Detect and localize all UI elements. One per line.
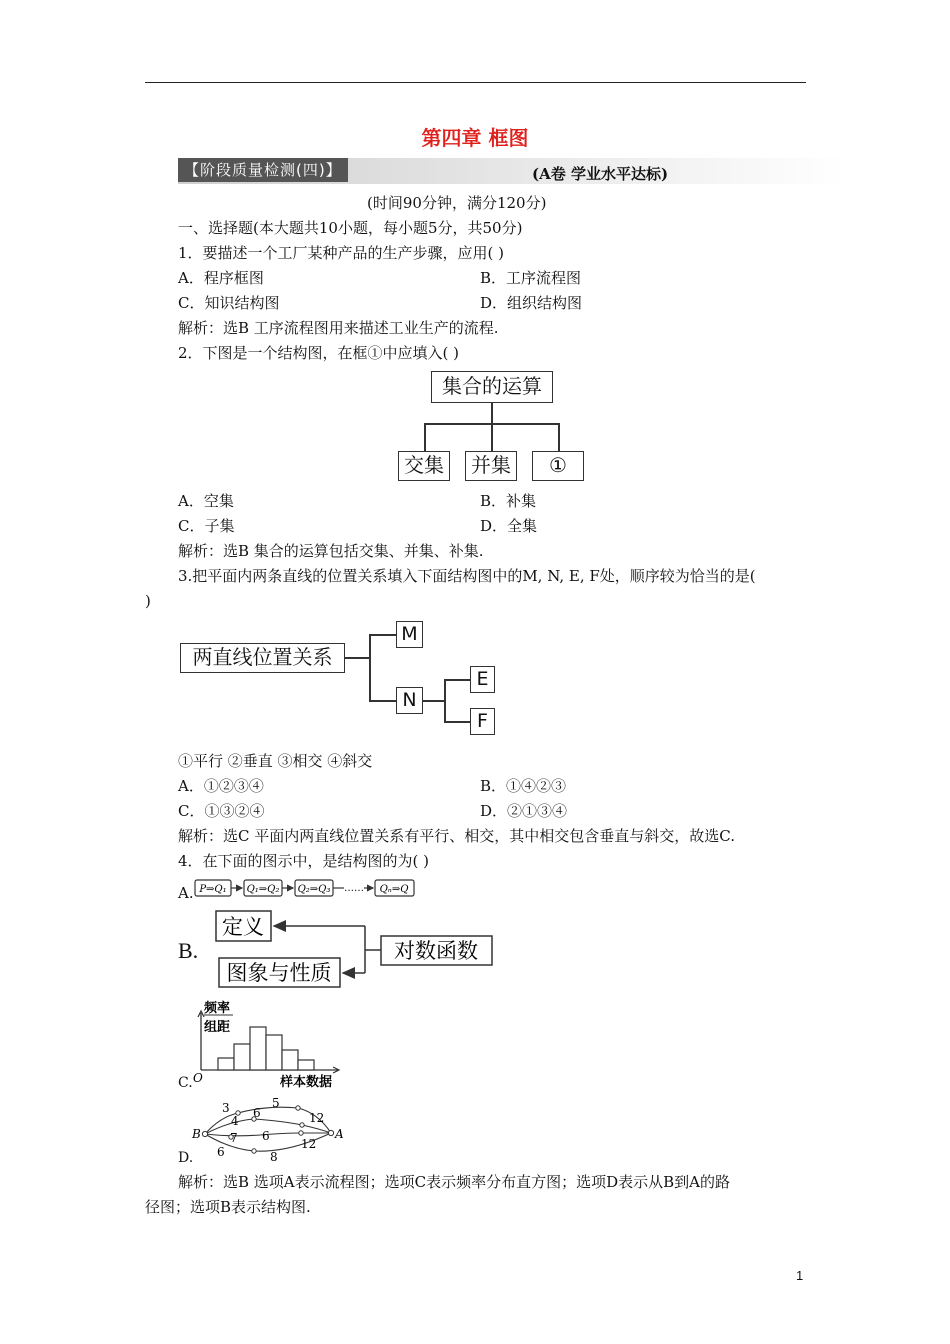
q4-option-c-histogram <box>190 998 342 1090</box>
flow-box-label: P⇒Q₁ <box>199 884 227 895</box>
c-ylabel-bottom: 组距 <box>204 1020 231 1035</box>
top-rule <box>145 82 806 83</box>
q1-option-d: D．组织结构图 <box>480 294 583 312</box>
d-node <box>300 1123 304 1127</box>
q3-e-box: E <box>470 666 495 693</box>
q3-connector <box>444 679 446 722</box>
q3-analysis: 解析：选C 平面内两直线位置关系有平行、相交，其中相交包含垂直与斜交，故选C. <box>178 827 735 845</box>
q3-choices: ①平行 ②垂直 ③相交 ④斜交 <box>178 752 373 770</box>
flow-box-label: Q₁⇒Q₂ <box>246 884 280 895</box>
d-weight: 12 <box>309 1111 325 1125</box>
q2-child-box: 交集 <box>398 451 450 481</box>
c-bar <box>266 1035 282 1070</box>
c-origin: O <box>193 1071 203 1085</box>
q3-stem: 3.把平面内两条直线的位置关系填入下面结构图中的M, N, E, F处，顺序较为恰当的是( <box>178 567 756 585</box>
q2-analysis: 解析：选B 集合的运算包括交集、并集、补集. <box>178 542 484 560</box>
q4-option-a-label: A. <box>178 884 194 902</box>
d-weight: 3 <box>222 1101 230 1115</box>
q1-option-a: A．程序框图 <box>178 269 264 287</box>
d-weight: 7 <box>230 1131 238 1145</box>
d-node <box>296 1106 300 1110</box>
q2-connector <box>491 403 493 423</box>
d-weight: 6 <box>253 1106 261 1120</box>
q2-connector <box>491 423 493 451</box>
q2-root-box: 集合的运算 <box>431 371 553 403</box>
b-box-top-label: 定义 <box>222 915 264 939</box>
q1-option-b: B．工序流程图 <box>480 269 582 287</box>
q4-option-d-graph <box>190 1095 350 1163</box>
q2-option-d: D．全集 <box>480 517 538 535</box>
q3-connector <box>444 721 470 723</box>
q3-option-d: D．②①③④ <box>480 802 568 820</box>
d-weight: 8 <box>270 1150 278 1163</box>
q3-connector <box>423 700 444 702</box>
c-ylabel-top: 频率 <box>204 1001 231 1016</box>
q3-option-c: C．①③②④ <box>178 802 265 820</box>
page-number: 1 <box>796 1268 804 1283</box>
d-end-label: A <box>335 1127 344 1141</box>
q3-n-box: N <box>396 687 423 714</box>
q4-analysis: 解析：选B 选项A表示流程图；选项C表示频率分布直方图；选项D表示从B到A的路 <box>178 1173 730 1191</box>
d-node <box>299 1131 303 1135</box>
q1-analysis: 解析：选B 工序流程图用来描述工业生产的流程. <box>178 319 499 337</box>
flow-ellipsis: …… <box>344 883 364 894</box>
c-xlabel: 样本数据 <box>280 1075 333 1090</box>
banner-tag: 【阶段质量检测(四)】 <box>178 158 348 182</box>
c-bar <box>250 1027 266 1070</box>
banner-volume: (A卷 学业水平达标) <box>532 165 669 183</box>
chapter-title: 第四章 框图 <box>421 126 529 150</box>
q3-option-b: B．①④②③ <box>480 777 567 795</box>
q2-option-a: A．空集 <box>178 492 234 510</box>
q4-option-b-diagram <box>214 907 496 989</box>
d-weight: 4 <box>231 1114 239 1128</box>
q2-option-b: B．补集 <box>480 492 537 510</box>
c-bar <box>282 1050 298 1070</box>
q2-blank-box: ① <box>532 451 584 481</box>
q4-option-c-label: C. <box>178 1075 193 1091</box>
q3-option-a: A．①②③④ <box>178 777 264 795</box>
d-weight: 6 <box>262 1129 270 1143</box>
d-node <box>202 1131 207 1136</box>
d-start-label: B <box>192 1127 201 1141</box>
q3-connector <box>369 700 396 702</box>
q3-f-box: F <box>470 708 495 735</box>
q3-connector <box>444 679 470 681</box>
q3-connector <box>345 657 369 659</box>
q2-option-c: C．子集 <box>178 517 235 535</box>
d-weight: 5 <box>272 1096 280 1110</box>
q4-option-b-label: B. <box>178 938 199 963</box>
c-bar <box>234 1044 250 1070</box>
section-heading: 一、选择题(本大题共10小题，每小题5分，共50分) <box>178 219 523 237</box>
q2-connector <box>424 423 426 451</box>
q2-child-box: 并集 <box>465 451 517 481</box>
c-bar <box>298 1060 314 1070</box>
b-box-right-label: 对数函数 <box>394 939 478 963</box>
d-node <box>328 1130 333 1135</box>
q4-option-d-label: D. <box>178 1150 194 1166</box>
q3-connector <box>369 634 396 636</box>
q3-m-box: M <box>396 621 423 648</box>
q2-stem: 2．下图是一个结构图，在框①中应填入( ) <box>178 344 460 362</box>
time-note: (时间90分钟，满分120分) <box>367 194 547 212</box>
flow-box-label: Qₙ⇒Q <box>379 884 409 895</box>
c-bar <box>218 1058 234 1070</box>
q4-stem: 4．在下面的图示中，是结构图的为( ) <box>178 852 430 870</box>
d-weight: 6 <box>217 1145 225 1159</box>
q3-root-box: 两直线位置关系 <box>180 643 345 673</box>
q3-connector <box>369 634 371 701</box>
q4-option-a-flowchart <box>194 876 416 900</box>
q3-stem-end: ) <box>145 592 151 610</box>
q1-option-c: C．知识结构图 <box>178 294 280 312</box>
d-node <box>252 1149 256 1153</box>
q1-stem: 1．要描述一个工厂某种产品的生产步骤，应用( ) <box>178 244 505 262</box>
d-weight: 12 <box>301 1137 317 1151</box>
q4-analysis-cont: 径图；选项B表示结构图. <box>145 1198 311 1216</box>
flow-box-label: Q₂⇒Q₃ <box>297 884 331 895</box>
q2-connector <box>558 423 560 451</box>
b-box-bottom-label: 图象与性质 <box>226 961 332 985</box>
